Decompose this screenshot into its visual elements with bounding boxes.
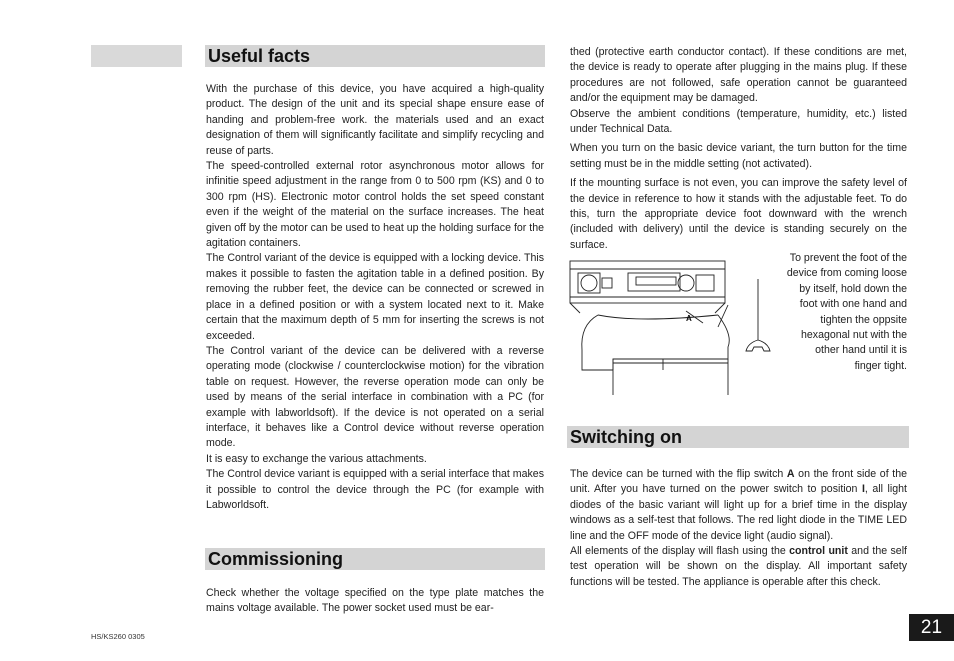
paragraph: The Control variant of the device can be delivered with a reverse operating mode (clockwise / counterclockwise motion) for the vibration table on request. However, the reverse operation mode can only be used by means of the serial interface in combination with a PC (for example with labworldsoft). If the device is not operated on a serial interface, it behaves like a Control device without reverse operation mode.	[206, 344, 544, 450]
switching-on-body	[570, 467, 907, 590]
paragraph: Check whether the voltage specified on the type plate matches the mains voltage available. The power socket used must be ear-	[206, 587, 544, 615]
control-unit-label: control unit	[789, 545, 848, 558]
commissioning-intro	[206, 586, 544, 617]
figure-label-a: A	[686, 314, 692, 323]
heading-switching-on: Switching on	[567, 426, 909, 448]
paragraph: The Control variant of the device is equipped with a locking device. This makes it possible to fasten the agitation table in a defined position. By removing the rubber feet, the device can be connected or screwed in place in a defined position or with a system located next to it. Make certain that the maximum depth of 5 mm for inserting the screws is not exceeded.	[206, 252, 544, 342]
position-label: I	[861, 483, 865, 496]
text: and the self test operation will be shown on the display. All important safety functions will be tested. The appliance is operable after this check.	[570, 545, 907, 588]
heading-commissioning: Commissioning	[205, 548, 545, 570]
paragraph	[570, 467, 907, 544]
paragraph: thed (protective earth conductor contact). If these conditions are met, the device is ready to operate after plugging in the mains plug. If these procedures are not followed, safe operation cannot be guaranteed and/or the equipment may be damaged.	[570, 46, 907, 105]
text: The device can be turned with the flip switch	[570, 468, 787, 480]
text: All elements of the display will flash using the	[570, 545, 790, 558]
side-tab	[91, 45, 182, 67]
paragraph	[570, 544, 907, 590]
useful-facts-body	[206, 82, 544, 513]
paragraph: It is easy to exchange the various attachments.	[206, 452, 427, 465]
paragraph: Observe the ambient conditions (temperature, humidity, etc.) listed under Technical Data.	[570, 107, 907, 136]
paragraph: With the purchase of this device, you have acquired a high-quality product. The design of the unit and its special shape ensure ease of handing and problem-free work. the materials used and an exact designation of them will significantly facilitate and simplify recycling and reuse of parts.	[206, 83, 544, 157]
text: on the front side of the unit. After you have turned on the power switch to position	[570, 468, 907, 496]
text: , all light diodes of the basic variant will light up for a brief time in the display windows as a self-test that follows. The red light diode in the TIME LED line and the OFF mode of the device light (audio signal).	[570, 483, 907, 542]
figure-caption: To prevent the foot of the device from coming loose by itself, hold down the foot with one hand and tighten the oppsite hexagonal nut with the other hand until it is finger tight.	[786, 252, 907, 372]
device-foot-figure	[568, 255, 783, 395]
page-number: 21	[909, 614, 954, 641]
document-code: HS/KS260 0305	[91, 632, 145, 641]
commissioning-continued	[570, 45, 907, 253]
paragraph: The Control device variant is equipped with a serial interface that makes it possible to control the device through the PC (for example with Labworldsoft.	[206, 468, 544, 511]
paragraph: If the mounting surface is not even, you can improve the safety level of the device in reference to how it stands with the adjustable feet. To do this, turn the appropriate device foot downward with the wrench (included with delivery) until the device is standing securely on the surface.	[570, 177, 907, 251]
paragraph: The speed-controlled external rotor asynchronous motor allows for infinitie speed adjustment in the range from 0 to 500 rpm (KS) and 0 to 300 rpm (HS). Electronic motor control holds the set speed constant even if the weight of the material on the surface increases. The heat given off by the motor can be used to heat up the holding surface for the agitation containers.	[206, 160, 544, 250]
heading-useful-facts: Useful facts	[205, 45, 545, 67]
paragraph: When you turn on the basic device variant, the turn button for the time setting must be in the middle setting (not activated).	[570, 142, 907, 170]
switch-label: A	[786, 468, 795, 480]
